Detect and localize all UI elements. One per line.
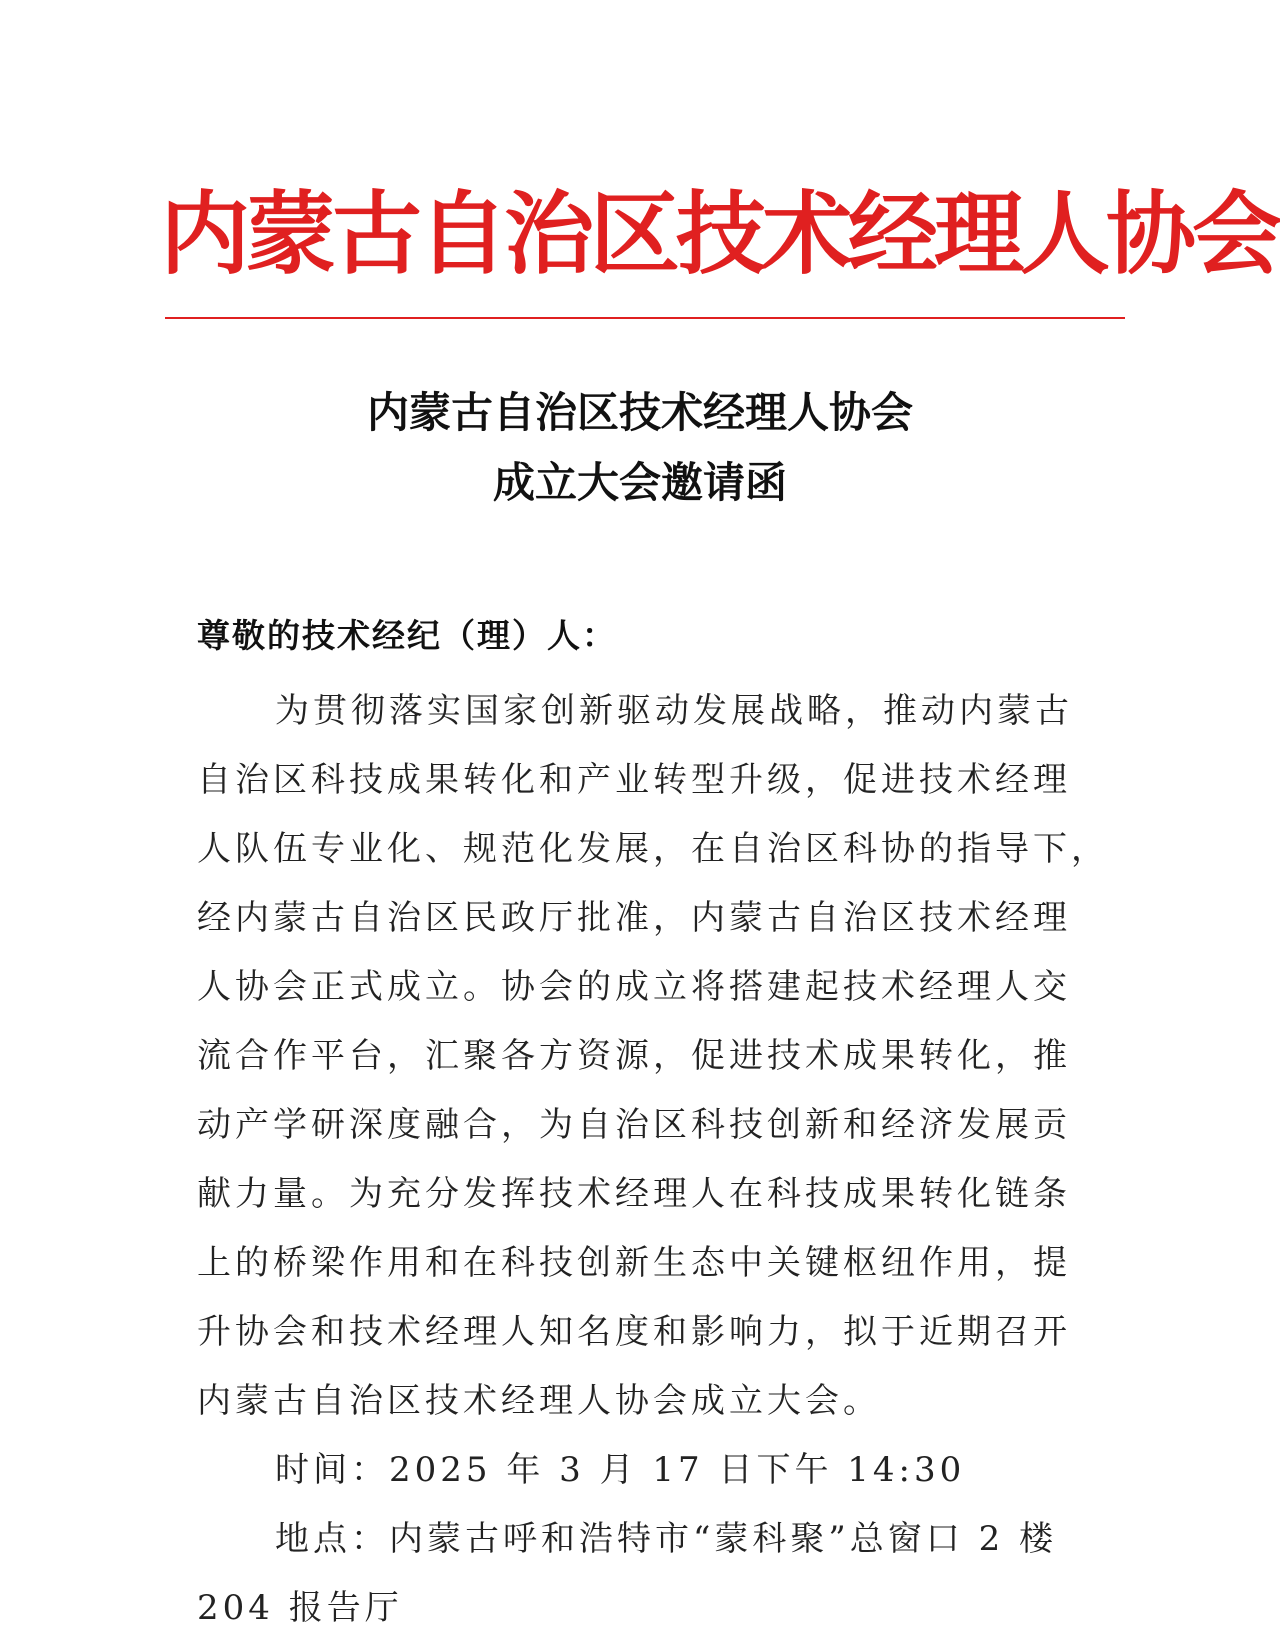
body-line: 人协会正式成立。协会的成立将搭建起技术经理人交 bbox=[197, 967, 1071, 1007]
body-line: 升协会和技术经理人知名度和影响力，拟于近期召开 bbox=[197, 1312, 1071, 1352]
letterhead-red-rule bbox=[165, 317, 1125, 319]
body-line: 献力量。为充分发挥技术经理人在科技成果转化链条 bbox=[197, 1174, 1071, 1214]
title-line-1: 内蒙古自治区技术经理人协会 bbox=[366, 388, 913, 437]
body-line: 上的桥梁作用和在科技创新生态中关键枢纽作用，提 bbox=[197, 1243, 1071, 1283]
time-line: 时间：2025 年 3 月 17 日下午 14:30 bbox=[275, 1450, 966, 1490]
body-line: 人队伍专业化、规范化发展，在自治区科协的指导下， bbox=[197, 829, 1109, 869]
body-line: 自治区科技成果转化和产业转型升级，促进技术经理 bbox=[197, 760, 1071, 800]
letterhead-org-name: 内蒙古自治区技术经理人协会 bbox=[160, 182, 1278, 287]
document-title bbox=[0, 378, 1280, 518]
body-line: 动产学研深度融合，为自治区科技创新和经济发展贡 bbox=[197, 1105, 1071, 1145]
title-line-2: 成立大会邀请函 bbox=[492, 458, 787, 507]
body-line: 经内蒙古自治区民政厅批准，内蒙古自治区技术经理 bbox=[197, 898, 1071, 938]
salutation: 尊敬的技术经纪（理）人： bbox=[197, 616, 617, 655]
body-line: 流合作平台，汇聚各方资源，促进技术成果转化，推 bbox=[197, 1036, 1071, 1076]
place-line: 地点：内蒙古呼和浩特市“蒙科聚”总窗口 2 楼 bbox=[275, 1519, 1058, 1559]
body-line: 内蒙古自治区技术经理人协会成立大会。 bbox=[197, 1381, 881, 1421]
body-text bbox=[197, 677, 1109, 1643]
place-line-continued: 204 报告厅 bbox=[197, 1588, 403, 1628]
body-line: 为贯彻落实国家创新驱动发展战略，推动内蒙古 bbox=[275, 691, 1073, 731]
